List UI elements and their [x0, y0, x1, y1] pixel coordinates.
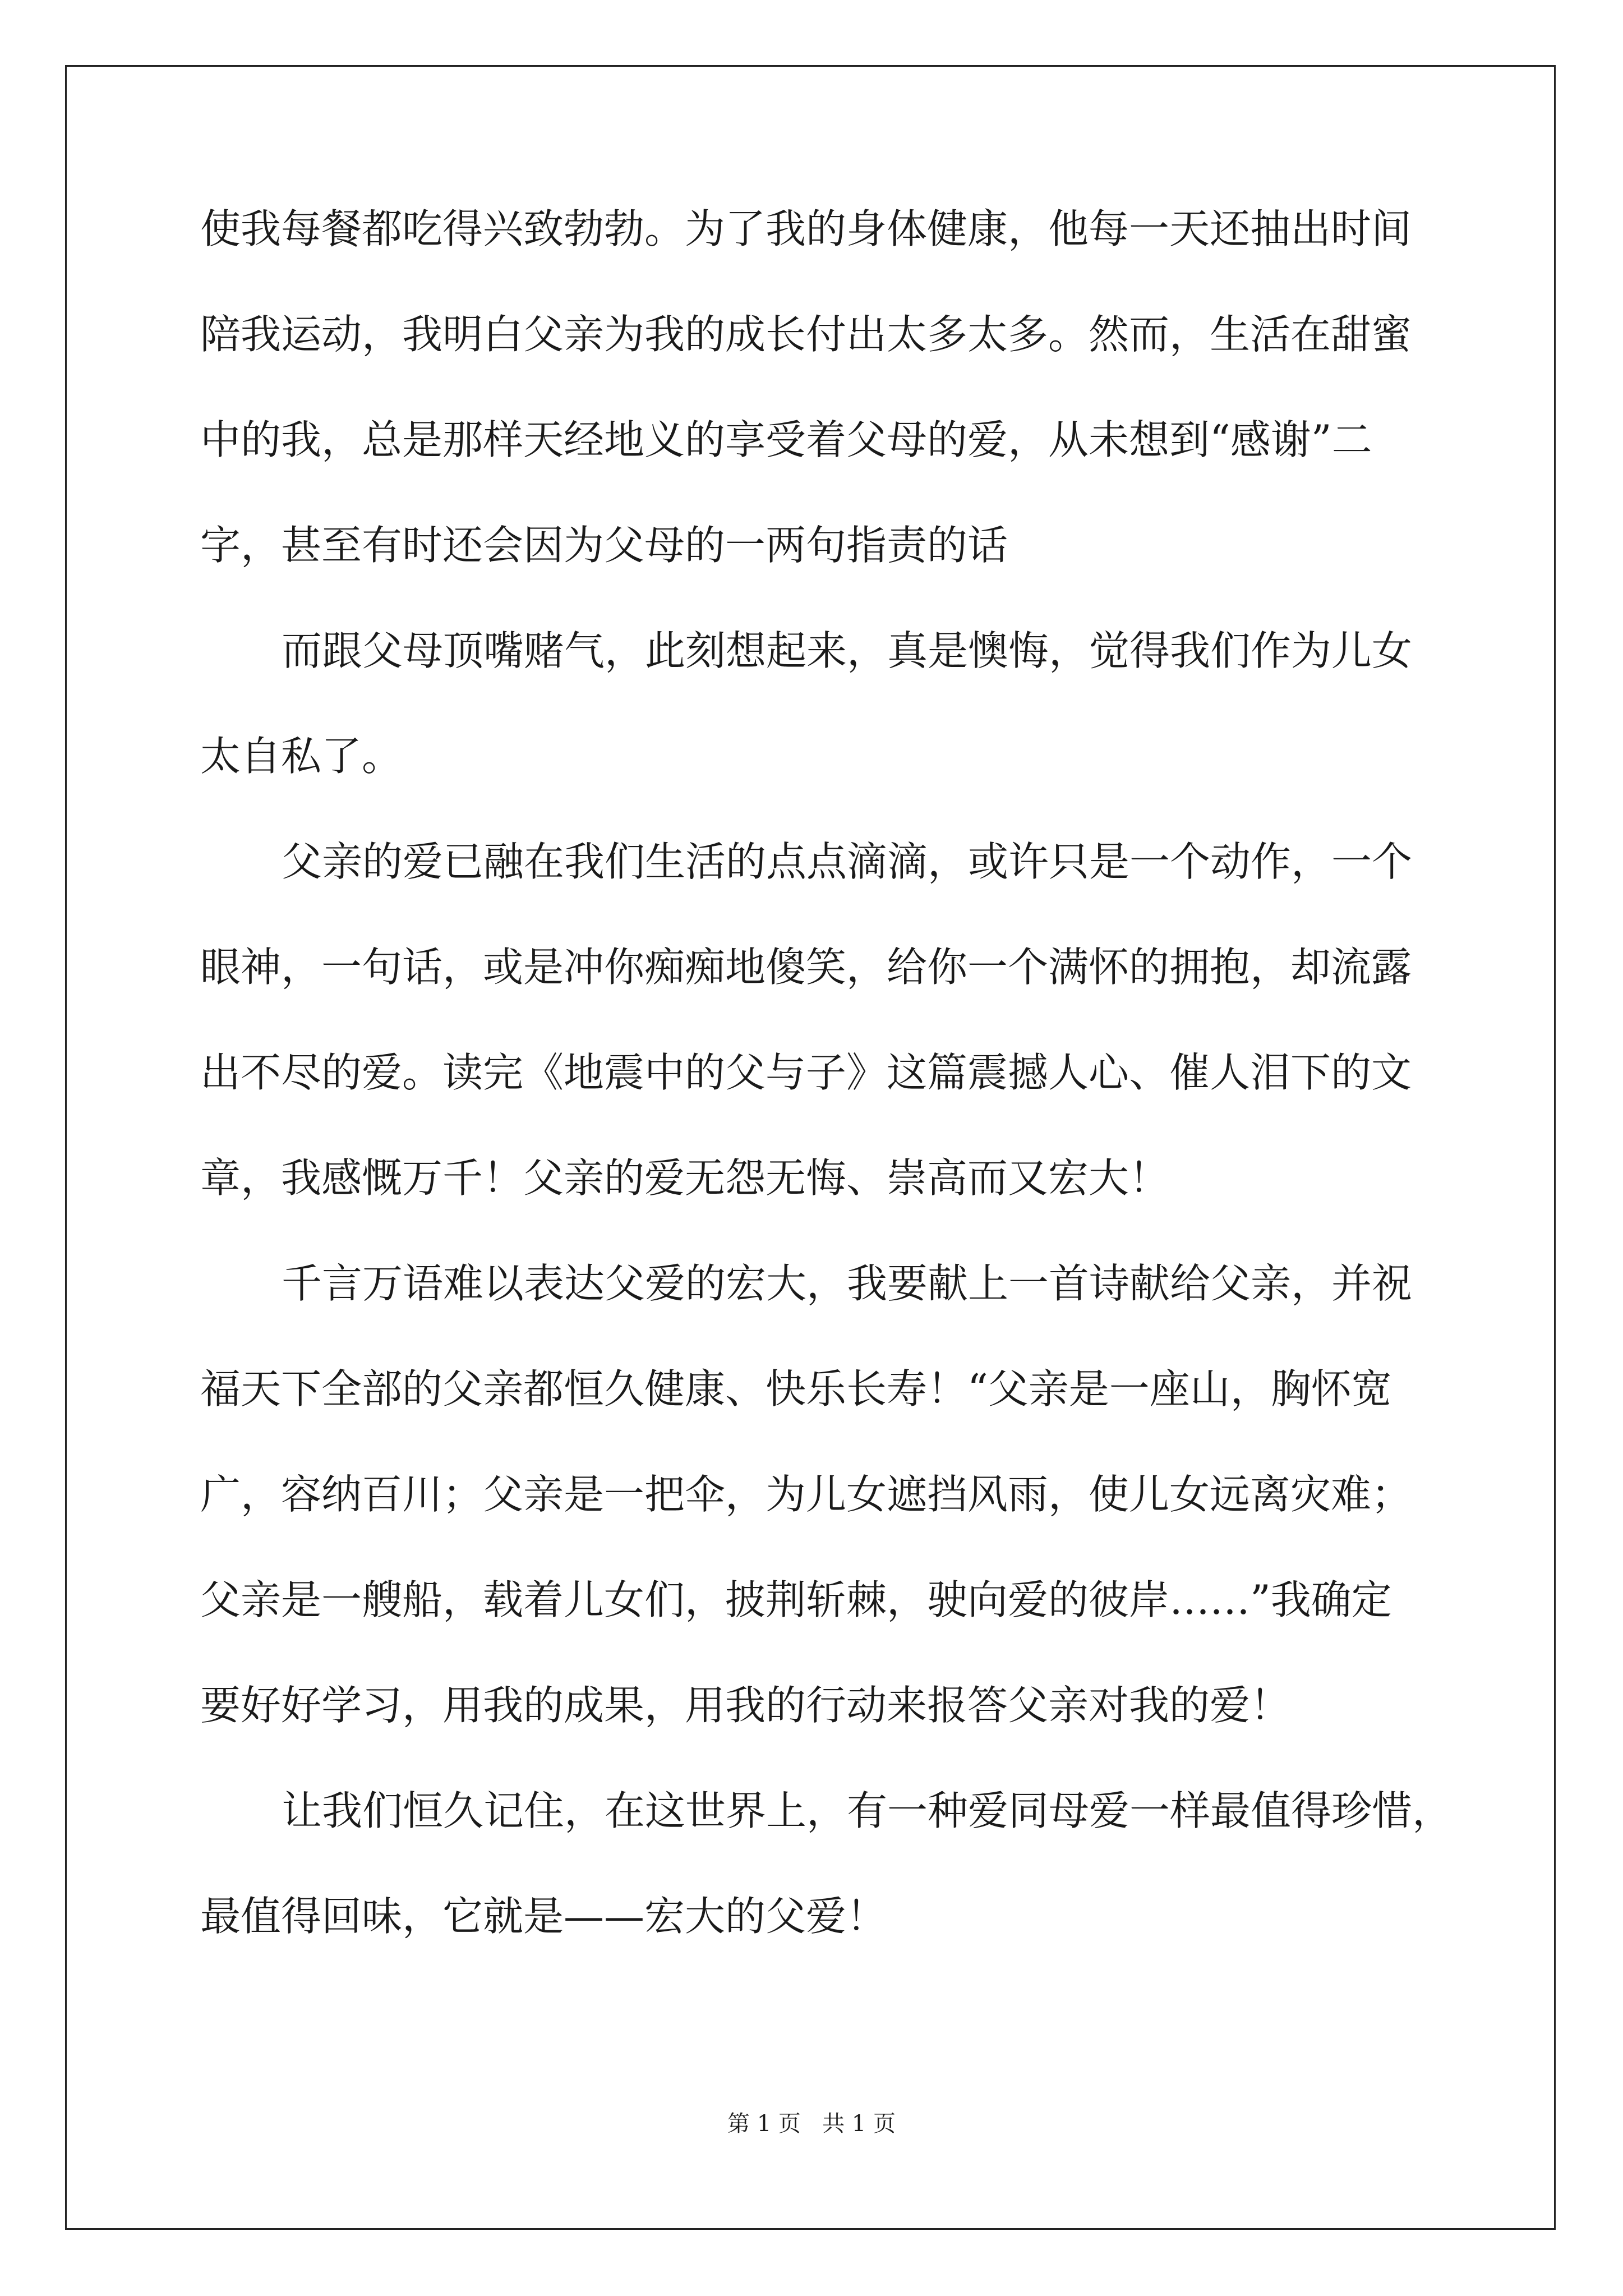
text-line: 最值得回味，它就是——宏大的父爱！	[200, 1893, 887, 1940]
page-number-footer: 第 1 页 共 1 页	[727, 2111, 896, 2137]
text-line: 太自私了。	[200, 733, 403, 780]
text-line: 使我每餐都吃得兴致勃勃。为了我的身体健康，他每一天还抽出时间	[200, 205, 1412, 252]
text-line-indented: 千言万语难以表达父爱的宏大，我要献上一首诗献给父亲，并祝	[282, 1260, 1413, 1307]
text-line: 广，容纳百川；父亲是一把伞，为儿女遮挡风雨，使儿女远离灾难；	[200, 1471, 1412, 1518]
text-line-indented: 父亲的爱已融在我们生活的点点滴滴，或许只是一个动作，一个	[282, 838, 1413, 885]
text-line-indented: 而跟父母顶嘴赌气，此刻想起来，真是懊悔，觉得我们作为儿女	[282, 627, 1413, 674]
document-body	[200, 205, 1453, 2001]
text-line: 陪我运动，我明白父亲为我的成长付出太多太多。然而，生活在甜蜜	[200, 311, 1412, 358]
text-line: 字，甚至有时还会因为父母的一两句指责的话	[200, 522, 1008, 569]
text-line: 福天下全部的父亲都恒久健康、快乐长寿！“父亲是一座山，胸怀宽	[200, 1365, 1392, 1412]
text-line: 章，我感慨万千！父亲的爱无怨无悔、崇高而又宏大！	[200, 1154, 1170, 1202]
text-line-indented: 让我们恒久记住，在这世界上，有一种爱同母爱一样最值得珍惜，	[282, 1787, 1453, 1834]
text-line: 要好好学习，用我的成果，用我的行动来报答父亲对我的爱！	[200, 1682, 1291, 1729]
text-line: 中的我，总是那样天经地义的享受着父母的爱，从未想到“感谢”二	[200, 416, 1372, 463]
text-line: 父亲是一艘船，载着儿女们，披荆斩棘，驶向爱的彼岸……”我确定	[200, 1576, 1392, 1623]
text-line: 出不尽的爱。读完《地震中的父与子》这篇震撼人心、催人泪下的文	[200, 1049, 1412, 1096]
text-line: 眼神，一句话，或是冲你痴痴地傻笑，给你一个满怀的拥抱，却流露	[200, 944, 1412, 991]
